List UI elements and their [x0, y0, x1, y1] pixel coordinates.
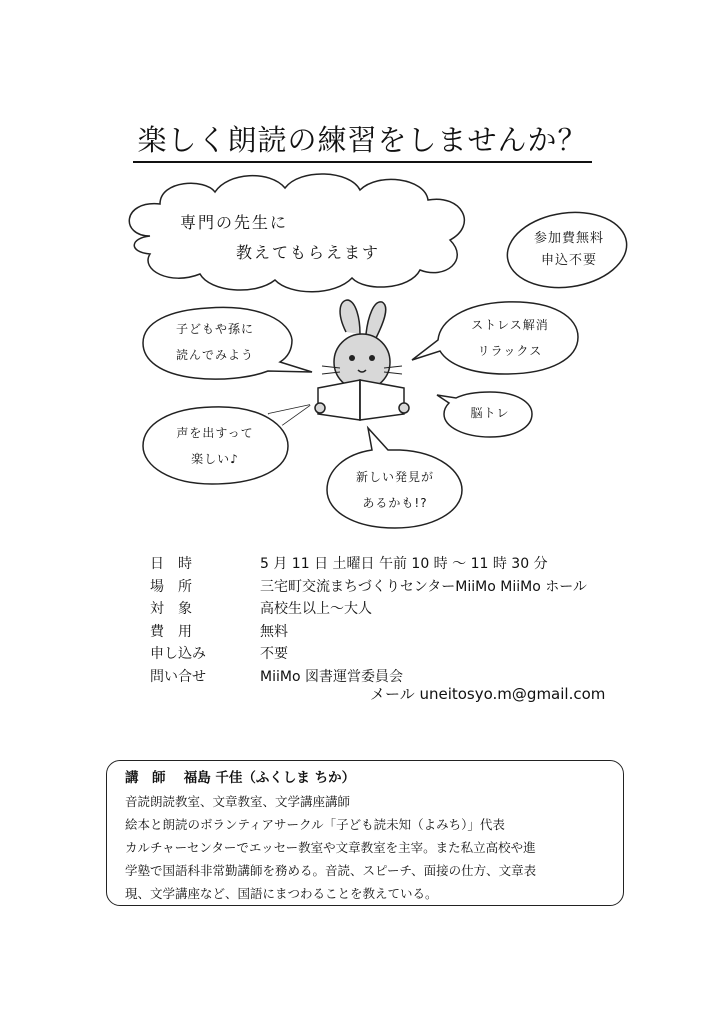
profile-line: 現、文学講座など、国語にまつわることを教えている。	[125, 886, 438, 901]
detail-row-application: 申し込み 不要	[150, 646, 288, 663]
detail-row-contact: 問い合せ MiiMo 図書運営委員会	[150, 668, 403, 685]
detail-row-datetime: 日 時 5 月 11 日 土曜日 午前 10 時 ～ 11 時 30 分	[150, 556, 548, 573]
detail-row-target: 対 象 高校生以上～大人	[150, 601, 372, 618]
profile-line: 音読朗読教室、文章教室、文学講座講師	[125, 794, 351, 809]
profile-line: 絵本と朗読のボランティアサークル「子ども読未知（よみち）」代表	[125, 817, 505, 832]
page-title: 楽しく朗読の練習をしませんか？	[0, 118, 725, 159]
contact-email: メール uneitosyo.m@gmail.com	[370, 685, 606, 703]
stress-bubble-text: ストレス解消 リラックス	[471, 318, 549, 358]
detail-row-fee: 費 用 無料	[150, 623, 288, 640]
profile-line: 学塾で国語科非常勤講師を務める。音読、スピーチ、面接の仕方、文章表	[125, 863, 537, 878]
detail-row-place: 場 所 三宅町交流まちづくりセンターMiiMo MiiMo ホール	[150, 578, 587, 595]
profile-line: カルチャーセンターでエッセー教室や文章教室を主宰。また私立高校や進	[125, 840, 536, 855]
rabbit-illustration	[315, 300, 409, 420]
instructor-name: 講 師 福島 千佳（ふくしま ちか）	[125, 770, 356, 786]
cloud-bubble-text: 専門の先生に 教えてもらえます	[180, 213, 381, 262]
brain-bubble-text: 脳トレ	[470, 406, 510, 420]
instructor-profile	[106, 760, 624, 906]
discovery-bubble-text: 新しい発見が あるかも!?	[355, 470, 434, 510]
event-details	[150, 552, 670, 687]
grandkids-bubble-text: 子どもや孫に 読んでみよう	[175, 322, 254, 362]
fee-bubble-text: 参加費無料 申込不要	[533, 231, 604, 268]
voice-bubble-text: 声を出すって 楽しい♪	[176, 426, 254, 466]
